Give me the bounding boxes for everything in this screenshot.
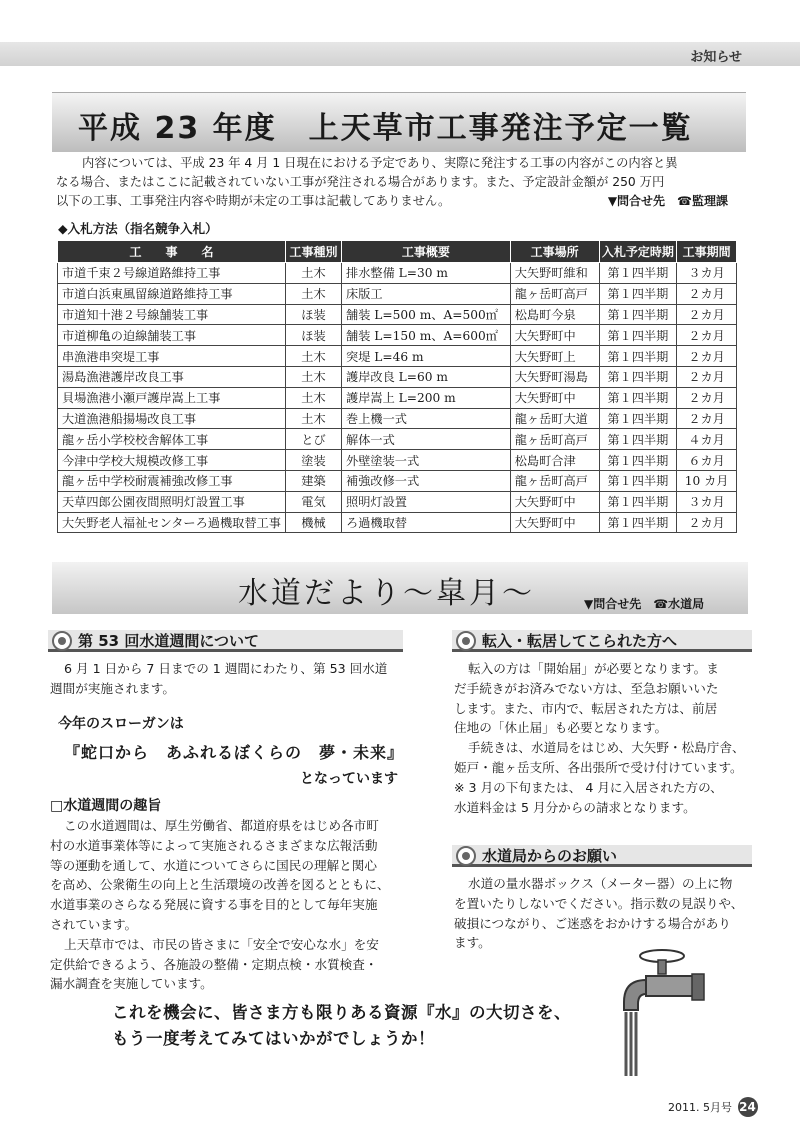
cell-summary: 舗装 L=150 m、A=600㎡ (342, 325, 511, 346)
table-row (58, 263, 737, 284)
section-heading-move (452, 630, 752, 652)
cell-period: ３カ月 (677, 491, 737, 512)
cell-period: ４カ月 (677, 429, 737, 450)
bullet-icon (52, 631, 72, 651)
header-bar (0, 42, 800, 66)
header-name: 工 事 名 (58, 241, 286, 263)
cell-bid-time: 第１四半期 (599, 470, 677, 491)
cell-location: 龍ヶ岳町高戸 (510, 283, 599, 304)
cell-location: 大矢野町湯島 (510, 366, 599, 387)
cell-summary: 舗装 L=500 m、A=500㎡ (342, 304, 511, 325)
paragraph-line: します。また、市内で、転居された方は、前居 (454, 700, 718, 716)
title-banner (52, 92, 746, 152)
paragraph-line: 姫戸・龍ヶ岳支所、各出張所で受け付けています。 (454, 759, 743, 775)
cell-type: とび (285, 429, 341, 450)
cell-summary: 外壁塗装一式 (342, 450, 511, 471)
section-heading-request (452, 845, 752, 867)
cell-bid-time: 第１四半期 (599, 263, 677, 284)
paragraph-line: を高め、公衆衛生の向上と生活環境の改善を図るとともに、 (50, 877, 390, 893)
week-line-1: 6 月 1 日から 7 日までの 1 週間にわたり、第 53 回水道 (64, 661, 388, 676)
cell-location: 龍ヶ岳町大道 (510, 408, 599, 429)
cell-name: 龍ヶ岳中学校耐震補強改修工事 (58, 470, 286, 491)
bid-method-label: ◆入札方法（指名競争入札） (58, 221, 218, 236)
request-heading: 水道局からのお願い (482, 847, 618, 865)
cell-bid-time: 第１四半期 (599, 387, 677, 408)
cell-summary: 補強改修一式 (342, 470, 511, 491)
cell-bid-time: 第１四半期 (599, 304, 677, 325)
cell-bid-time: 第１四半期 (599, 491, 677, 512)
table-row (58, 346, 737, 367)
paragraph-line: を置いたりしないでください。指示数の見誤りや、 (454, 895, 744, 911)
table-row (58, 512, 737, 533)
cell-name: 天草四郎公園夜間照明灯設置工事 (58, 491, 286, 512)
table-row (58, 304, 737, 325)
week-line-2: 週間が実施されます。 (50, 680, 175, 696)
cell-period: 10 カ月 (677, 470, 737, 491)
construction-table (57, 240, 737, 533)
cell-type: ほ装 (285, 325, 341, 346)
closing-line-1: これを機会に、皆さま方も限りある資源『水』の大切さを、 (112, 1003, 571, 1022)
cell-bid-time: 第１四半期 (599, 346, 677, 367)
cell-period: ２カ月 (677, 512, 737, 533)
paragraph-line: 村の水道事業体等によって実施されるさまざまな広報活動 (50, 837, 378, 853)
paragraph-line: 漏水調査を実施しています。 (50, 976, 213, 992)
header-summary: 工事概要 (342, 241, 511, 263)
header-period: 工事期間 (677, 241, 737, 263)
cell-type: 土木 (285, 387, 341, 408)
closing-line-2: もう一度考えてみてはいかがでしょうか！ (112, 1029, 435, 1048)
cell-location: 大矢野町中 (510, 325, 599, 346)
cell-name: 龍ヶ岳小学校校舎解体工事 (58, 429, 286, 450)
table-header-row (58, 241, 737, 263)
table-row (58, 491, 737, 512)
cell-name: 大道漁港船揚場改良工事 (58, 408, 286, 429)
cell-location: 松島町合津 (510, 450, 599, 471)
paragraph-line: 水道の量水器ボックス（メーター器）の上に物 (468, 876, 733, 891)
cell-name: 湯島漁港護岸改良工事 (58, 366, 286, 387)
paragraph-line: 定供給できるよう、各施設の整備・定期点検・水質検査・ (50, 956, 378, 972)
cell-type: 機械 (285, 512, 341, 533)
cell-name: 市道知十港２号線舗装工事 (58, 304, 286, 325)
table-row (58, 387, 737, 408)
cell-bid-time: 第１四半期 (599, 408, 677, 429)
cell-period: ２カ月 (677, 408, 737, 429)
request-paragraph (454, 874, 754, 953)
cell-bid-time: 第１四半期 (599, 366, 677, 387)
water-title: 水道だより～皐月～ (238, 576, 535, 611)
cell-type: 土木 (285, 346, 341, 367)
paragraph-line: 破損につながり、ご迷惑をおかけする場合があり (454, 915, 731, 931)
cell-type: 土木 (285, 283, 341, 304)
page-number: 24 (738, 1097, 758, 1117)
cell-location: 大矢野町中 (510, 512, 599, 533)
purpose-heading: □水道週間の趣旨 (50, 798, 162, 814)
cell-period: ２カ月 (677, 346, 737, 367)
paragraph-line: 住地の「休止届」も必要となります。 (454, 720, 668, 736)
table-row (58, 366, 737, 387)
cell-location: 松島町今泉 (510, 304, 599, 325)
cell-bid-time: 第１四半期 (599, 429, 677, 450)
header-location: 工事場所 (510, 241, 599, 263)
cell-name: 串漁港串突堤工事 (58, 346, 286, 367)
cell-type: ほ装 (285, 304, 341, 325)
table-row (58, 470, 737, 491)
cell-bid-time: 第１四半期 (599, 325, 677, 346)
cell-name: 今津中学校大規模改修工事 (58, 450, 286, 471)
cell-location: 大矢野町維和 (510, 263, 599, 284)
table-row (58, 429, 737, 450)
cell-summary: 護岸嵩上 L=200 m (342, 387, 511, 408)
paragraph-line: されています。 (50, 916, 138, 932)
paragraph-line: ます。 (454, 935, 491, 951)
table-row (58, 450, 737, 471)
slogan-end: となっています (300, 771, 398, 787)
paragraph-line: 上天草市では、市民の皆さまに「安全で安心な水」を安 (64, 936, 379, 952)
cell-location: 龍ヶ岳町高戸 (510, 470, 599, 491)
paragraph-line: だ手続きがお済みでない方は、至急お願いいた (454, 680, 719, 696)
paragraph-line: 水道料金は 5 月分からの請求となります。 (454, 799, 696, 815)
cell-type: 電気 (285, 491, 341, 512)
cell-summary: 護岸改良 L=60 m (342, 366, 511, 387)
intro-contact: ▼問合せ先 ☎監理課 (607, 194, 728, 208)
section-label: お知らせ (690, 50, 742, 65)
intro-line-3: 以下の工事、工事発注内容や時期が未定の工事は記載してありません。 (56, 194, 451, 208)
intro-line-1: 内容については、平成 23 年 4 月 1 日現在における予定であり、実際に発注する工事の内容がこの内容と異 (82, 156, 678, 170)
paragraph-line: 水道事業のさらなる発展に資する事を目的として毎年実施 (50, 897, 378, 913)
section-heading-week (48, 630, 403, 652)
paragraph-line: この水道週間は、厚生労働省、都道府県をはじめ各市町 (64, 818, 379, 833)
cell-name: 市道白浜東風留線道路維持工事 (58, 283, 286, 304)
week-heading: 第 53 回水道週間について (78, 632, 260, 650)
cell-type: 土木 (285, 366, 341, 387)
cell-summary: 床版工 (342, 283, 511, 304)
cell-period: ３カ月 (677, 263, 737, 284)
cell-location: 大矢野町上 (510, 346, 599, 367)
cell-location: 龍ヶ岳町高戸 (510, 429, 599, 450)
closing-message (112, 1000, 571, 1052)
cell-period: ２カ月 (677, 387, 737, 408)
move-paragraph (454, 659, 754, 817)
page-title: 平成 23 年度 上天草市工事発注予定一覧 (78, 111, 693, 146)
bullet-icon (456, 631, 476, 651)
paragraph-line: 転入の方は「開始届」が必要となります。ま (468, 661, 719, 676)
cell-name: 貝場漁港小瀬戸護岸嵩上工事 (58, 387, 286, 408)
cell-name: 大矢野老人福祉センターろ過機取替工事 (58, 512, 286, 533)
slogan: 『蛇口から あふれるぼくらの 夢・未来』 (64, 743, 405, 762)
footer (668, 1097, 758, 1117)
table-row (58, 408, 737, 429)
cell-period: ２カ月 (677, 283, 737, 304)
move-heading: 転入・転居してこられた方へ (482, 632, 678, 650)
cell-bid-time: 第１四半期 (599, 512, 677, 533)
paragraph-line: 等の運動を通して、水道についてさらに国民の理解と関心 (50, 857, 377, 873)
paragraph-line: ※ 3 月の下旬または、 4 月に入居された方の、 (454, 779, 723, 795)
table-row (58, 283, 737, 304)
table-row (58, 325, 737, 346)
cell-type: 塗装 (285, 450, 341, 471)
issue-label: 2011. 5月号 (668, 1101, 732, 1114)
week-paragraph (50, 659, 410, 699)
header-bid-time: 入札予定時期 (599, 241, 677, 263)
faucet-icon (606, 948, 706, 1080)
header-type: 工事種別 (285, 241, 341, 263)
cell-bid-time: 第１四半期 (599, 283, 677, 304)
cell-type: 建築 (285, 470, 341, 491)
cell-period: ６カ月 (677, 450, 737, 471)
cell-type: 土木 (285, 263, 341, 284)
intro-line-2: なる場合、またはここに記載されていない工事が発注される場合があります。また、予定設計金額が 250 万円 (56, 175, 665, 189)
cell-period: ２カ月 (677, 304, 737, 325)
cell-period: ２カ月 (677, 325, 737, 346)
cell-summary: 突堤 L=46 m (342, 346, 511, 367)
cell-location: 大矢野町中 (510, 491, 599, 512)
paragraph-line: 手続きは、水道局をはじめ、大矢野・松島庁舎、 (468, 740, 745, 756)
cell-summary: 照明灯設置 (342, 491, 511, 512)
cell-location: 大矢野町中 (510, 387, 599, 408)
cell-name: 市道柳亀の迫線舗装工事 (58, 325, 286, 346)
cell-summary: ろ過機取替 (342, 512, 511, 533)
purpose-paragraph (50, 816, 410, 994)
water-contact: ▼問合せ先 ☎水道局 (584, 597, 705, 611)
cell-summary: 解体一式 (342, 429, 511, 450)
cell-summary: 巻上機一式 (342, 408, 511, 429)
cell-name: 市道千束２号線道路維持工事 (58, 263, 286, 284)
slogan-lead: 今年のスローガンは (58, 716, 184, 732)
cell-type: 土木 (285, 408, 341, 429)
cell-bid-time: 第１四半期 (599, 450, 677, 471)
bullet-icon (456, 846, 476, 866)
cell-summary: 排水整備 L=30 m (342, 263, 511, 284)
intro-text (56, 154, 742, 211)
water-banner (52, 562, 748, 614)
cell-period: ２カ月 (677, 366, 737, 387)
